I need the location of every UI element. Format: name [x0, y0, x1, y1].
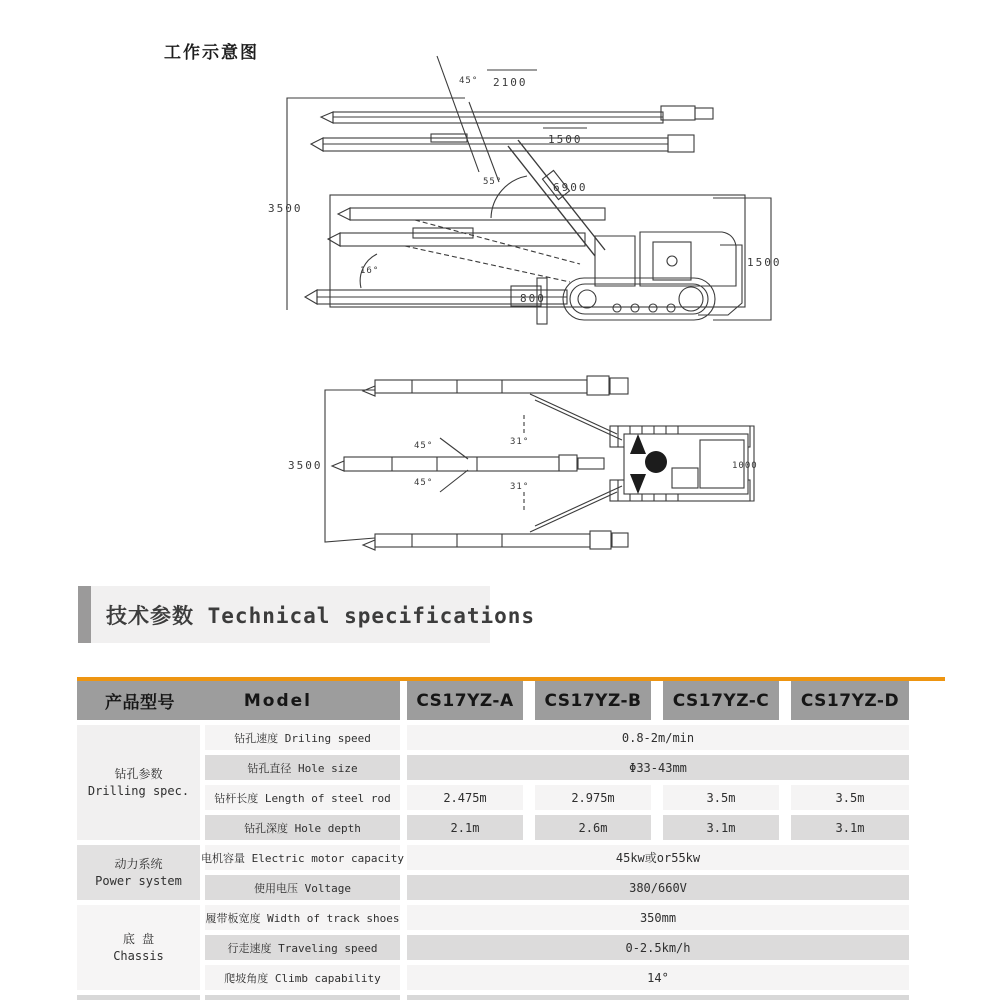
- row-label-climb: 爬坡角度 Climb capability: [205, 965, 400, 990]
- dim-45deg: 45°: [459, 76, 479, 86]
- side-view-svg: [265, 50, 800, 345]
- dim-1500-right: 1500: [747, 256, 782, 269]
- section-title: 技术参数 Technical specifications: [106, 603, 536, 628]
- page-title: 工作示意图: [164, 43, 259, 63]
- row-label-track-shoes: 履带板宽度 Width of track shoes: [205, 905, 400, 930]
- header-col-cs17yz-d: CS17YZ-D: [791, 681, 909, 720]
- section-accent-bar: [78, 586, 91, 643]
- header-col-cs17yz-c: CS17YZ-C: [663, 681, 779, 720]
- value-drilling-speed: 0.8-2m/min: [407, 725, 909, 750]
- group-drilling-cn: 钻孔参数: [114, 767, 163, 782]
- group-chassis-en: Chassis: [113, 948, 164, 963]
- dim-1000: 1000: [732, 461, 758, 471]
- section-header: [78, 586, 536, 643]
- value-rod-length-b: 2.975m: [535, 785, 651, 810]
- row-label-rod-length: 钻杆长度 Length of steel rod: [205, 785, 400, 810]
- value-hole-depth-a: 2.1m: [407, 815, 523, 840]
- plan-view-drawing: [272, 362, 767, 577]
- group-power-cn: 动力系统: [114, 857, 163, 872]
- dim-45deg-1: 45°: [414, 441, 434, 451]
- value-rod-length-a: 2.475m: [407, 785, 523, 810]
- value-motor-capacity: 45kw或or55kw: [407, 845, 909, 870]
- dim-3500: 3500: [268, 202, 303, 215]
- group-drilling-en: Drilling spec.: [87, 783, 190, 798]
- header-model-cell: [77, 681, 400, 720]
- value-track-shoes: 350mm: [407, 905, 909, 930]
- dim-800: 800: [520, 292, 546, 305]
- row-label-drilling-speed: 钻孔速度 Driling speed: [205, 725, 400, 750]
- dim-45deg-2: 45°: [414, 478, 434, 488]
- table-header-row: [77, 681, 945, 720]
- dim-1500-top: 1500: [548, 133, 583, 146]
- header-model-cn: 产品型号: [105, 693, 175, 713]
- clipped-group-cell: [77, 995, 200, 1000]
- dim-3500-plan: 3500: [288, 459, 323, 472]
- header-col-cs17yz-b: CS17YZ-B: [535, 681, 651, 720]
- group-chassis: [77, 905, 200, 990]
- group-drilling-spec: [77, 725, 200, 840]
- row-label-traveling-speed: 行走速度 Traveling speed: [205, 935, 400, 960]
- value-hole-depth-c: 3.1m: [663, 815, 779, 840]
- value-hole-size: Φ33-43mm: [407, 755, 909, 780]
- value-hole-depth-d: 3.1m: [791, 815, 909, 840]
- dim-31deg-2: 31°: [510, 482, 530, 492]
- dim-6900: 6900: [553, 181, 588, 194]
- spec-table: [77, 677, 945, 1000]
- header-col-cs17yz-a: CS17YZ-A: [407, 681, 523, 720]
- clipped-label-cell: [205, 995, 400, 1000]
- dim-2100: 2100: [493, 76, 528, 89]
- header-model-en: Model: [243, 690, 312, 711]
- dim-16deg: 16°: [360, 266, 380, 276]
- row-label-hole-size: 钻孔直径 Hole size: [205, 755, 400, 780]
- value-rod-length-d: 3.5m: [791, 785, 909, 810]
- row-label-motor-capacity: 电机容量 Electric motor capacity: [205, 845, 400, 870]
- plan-view-svg: [272, 362, 767, 577]
- value-rod-length-c: 3.5m: [663, 785, 779, 810]
- value-climb: 14°: [407, 965, 909, 990]
- group-power-system: [77, 845, 200, 900]
- row-label-hole-depth: 钻孔深度 Hole depth: [205, 815, 400, 840]
- group-chassis-cn: 底 盘: [122, 932, 155, 947]
- dim-31deg-1: 31°: [510, 437, 530, 447]
- clipped-value-cell: [407, 995, 909, 1000]
- value-hole-depth-b: 2.6m: [535, 815, 651, 840]
- dim-55deg: 55°: [483, 177, 503, 187]
- value-traveling-speed: 0-2.5km/h: [407, 935, 909, 960]
- side-view-drawing: [265, 50, 800, 345]
- group-power-en: Power system: [95, 873, 182, 888]
- table-body: [77, 725, 945, 1000]
- value-voltage: 380/660V: [407, 875, 909, 900]
- row-label-voltage: 使用电压 Voltage: [205, 875, 400, 900]
